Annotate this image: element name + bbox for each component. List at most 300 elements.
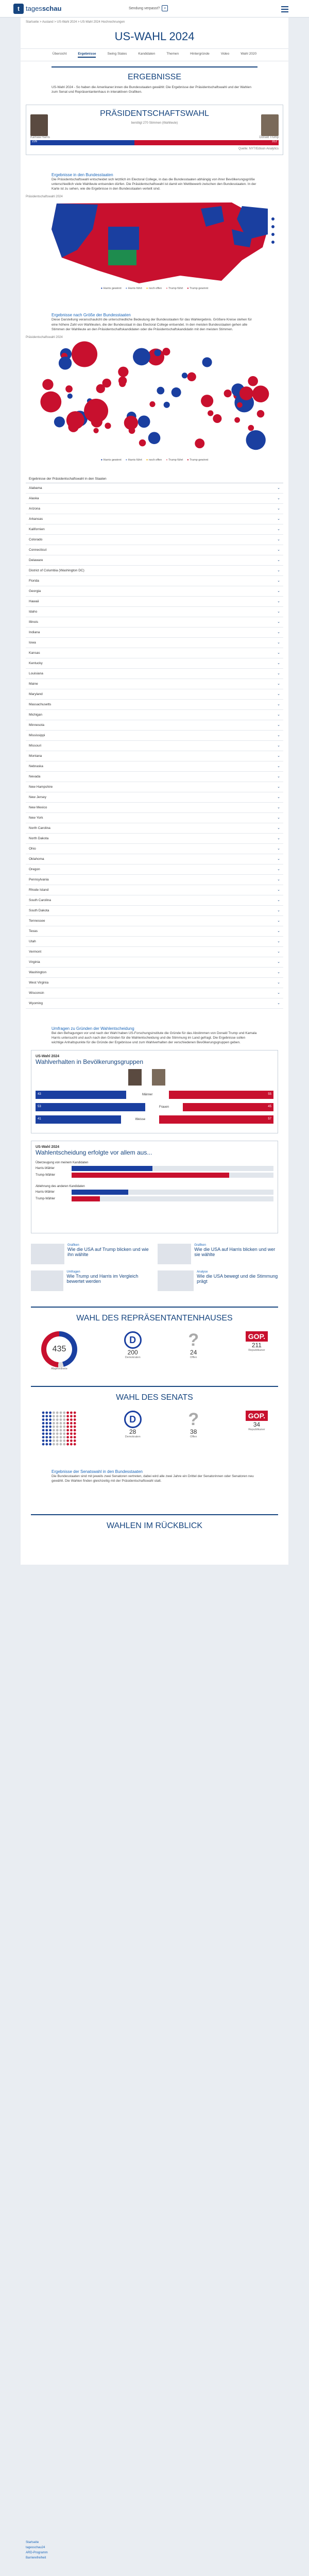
state-name: Alaska (29, 496, 39, 500)
chevron-down-icon: ⌄ (277, 919, 280, 923)
senate-seat (42, 1443, 45, 1446)
senate-seat (70, 1412, 73, 1414)
chevron-down-icon: ⌄ (277, 631, 280, 635)
senate-seat (63, 1443, 65, 1446)
state-row[interactable] (26, 617, 283, 628)
state-name: Hawaii (29, 599, 39, 603)
bubble-heading: Ergebnisse nach Größe der Bundesstaaten (52, 313, 131, 318)
state-name: Missouri (29, 743, 42, 748)
logo[interactable] (13, 4, 61, 14)
state-row[interactable] (26, 998, 283, 1009)
senate-seat (70, 1422, 73, 1425)
state-row[interactable] (26, 483, 283, 494)
senate-seat-chart (41, 1411, 77, 1447)
chevron-down-icon: ⌄ (277, 548, 280, 552)
senate-seat (74, 1443, 76, 1446)
senate-seat (60, 1439, 62, 1442)
senate-seat (63, 1418, 65, 1421)
state-row[interactable] (26, 638, 283, 648)
senate-seat (60, 1429, 62, 1432)
top-bar (0, 0, 309, 18)
state-bubble[interactable] (201, 395, 213, 407)
state-row[interactable] (26, 731, 283, 741)
state-name: Arkansas (29, 517, 43, 521)
state-name: North Carolina (29, 826, 50, 830)
state-bubble[interactable] (59, 357, 72, 369)
chevron-down-icon: ⌄ (277, 692, 280, 697)
state-row[interactable] (26, 597, 283, 607)
state-bubble[interactable] (187, 372, 196, 381)
state-name: New York (29, 816, 43, 820)
president-source: Quelle: NYT/Edison Analytics (238, 147, 279, 151)
legend-item: ● Harris führt (125, 287, 142, 291)
bubble-block (21, 332, 288, 462)
footer-link[interactable]: Startseite (26, 2541, 39, 2544)
state-name: Minnesota (29, 723, 44, 727)
state-name: Utah (29, 939, 36, 943)
senate-seat (45, 1429, 48, 1432)
gop-icon: GOP. (246, 1331, 268, 1342)
senate-note: Ergebnisse der Senatswahl in den Bundesstaaten (52, 1469, 143, 1475)
state-row[interactable] (26, 968, 283, 978)
state-bubble[interactable] (102, 379, 111, 387)
state-row[interactable] (26, 535, 283, 545)
state-row[interactable] (26, 607, 283, 617)
state-bubble[interactable] (237, 402, 243, 408)
tabs (21, 48, 288, 61)
state-name: Nevada (29, 774, 41, 778)
state-row[interactable] (26, 648, 283, 658)
state-row[interactable] (26, 978, 283, 988)
state-name: Maine (29, 682, 38, 686)
us-map[interactable] (26, 198, 283, 286)
senate-seat (45, 1439, 48, 1442)
senate-seat (66, 1439, 69, 1442)
state-bubble[interactable] (72, 341, 97, 367)
state-row[interactable] (26, 494, 283, 504)
state-bubble[interactable] (213, 414, 221, 423)
senate-seat (63, 1426, 65, 1428)
state-row[interactable] (26, 906, 283, 916)
senate-seat (49, 1426, 52, 1428)
map-section (21, 155, 288, 191)
state-row[interactable] (26, 782, 283, 792)
card2-title: Wahlentscheidung erfolgte vor allem aus... (36, 1149, 152, 1157)
state-bubble[interactable] (105, 422, 111, 429)
state-bubble[interactable] (148, 432, 161, 444)
president-subtitle: benötigt 270 Stimmen (Wahlleute) (131, 122, 178, 125)
chevron-down-icon: ⌄ (277, 857, 280, 861)
chevron-down-icon: ⌄ (277, 909, 280, 913)
chevron-down-icon: ⌄ (277, 734, 280, 738)
state-name: Wisconsin (29, 991, 44, 995)
map-text: Die Präsidentschaftswahl entscheidet sich letztlich im Electoral College, in das die Bundesstaaten abhängig von ihrer Bevölkerungsgröße unterschiedlich viele Wahlleute entsenden dürfen. Die Präsidentschaftswahl ist damit ein Wettbewerb zwischen den Bundesstaaten. In der Karte ist zu sehen, wie die Ergebnisse in den Bundesstaaten verteilt sind. (52, 178, 256, 191)
state-row[interactable] (26, 524, 283, 535)
logo-mark: t (13, 4, 24, 14)
chevron-down-icon: ⌄ (277, 723, 280, 727)
legend-item: ● Harris gewinnt (100, 287, 122, 291)
state-row[interactable] (26, 669, 283, 679)
state-bubble[interactable] (54, 416, 65, 427)
chevron-down-icon: ⌄ (277, 806, 280, 810)
chevron-down-icon: ⌄ (277, 538, 280, 542)
search-icon[interactable]: ⌕ (162, 5, 168, 11)
senate-seat (63, 1415, 65, 1417)
teasers (21, 1233, 288, 1291)
chevron-down-icon: ⌄ (277, 579, 280, 583)
senate-seat (66, 1426, 69, 1428)
state-name: Oregon (29, 867, 40, 871)
state-row[interactable] (26, 514, 283, 524)
senate-seat (66, 1429, 69, 1432)
state-row[interactable] (26, 823, 283, 834)
state-row[interactable] (26, 545, 283, 555)
chevron-down-icon: ⌄ (277, 899, 280, 903)
senate-seat (53, 1436, 55, 1438)
card1-kicker: US-Wahl 2024 (36, 1055, 60, 1059)
chevron-down-icon: ⌄ (277, 558, 280, 563)
chevron-down-icon: ⌄ (277, 672, 280, 676)
state-bubble[interactable] (65, 385, 73, 393)
state-row[interactable] (26, 679, 283, 689)
senate-seat (53, 1443, 55, 1446)
state-bubble[interactable] (42, 379, 53, 389)
chevron-down-icon: ⌄ (277, 981, 280, 985)
state-name: Florida (29, 579, 39, 583)
state-bubble[interactable] (246, 430, 266, 450)
footer-link[interactable]: tagesschau24 (26, 2546, 45, 2549)
footer-link[interactable]: ARD-Programm (26, 2551, 48, 2554)
senate-seat (45, 1412, 48, 1414)
senate-seat (56, 1429, 59, 1432)
senate-seat (74, 1415, 76, 1417)
senate-seat (45, 1418, 48, 1421)
card2-b: Ablehnung des anderen Kandidaten (36, 1185, 85, 1189)
state-bubble[interactable] (202, 357, 212, 367)
exit-card-1[interactable] (31, 1050, 278, 1133)
democrats-icon: D (124, 1411, 142, 1428)
state-row[interactable] (26, 854, 283, 865)
chevron-down-icon: ⌄ (277, 744, 280, 748)
states-list (26, 483, 283, 1009)
state-bubble[interactable] (248, 425, 254, 431)
state-row[interactable] (26, 761, 283, 772)
state-row[interactable] (26, 700, 283, 710)
senate-seat (53, 1415, 55, 1417)
state-row[interactable] (26, 576, 283, 586)
legend-item: ● Trump gewinnt (187, 458, 209, 462)
state-bubble[interactable] (164, 401, 170, 408)
teaser[interactable]: Grafiken Wie die USA auf Trump blicken und wie ihn wählte (31, 1244, 151, 1264)
page-title: US-WAHL 2024 (114, 30, 195, 43)
state-row[interactable] (26, 566, 283, 576)
senate-seat (70, 1432, 73, 1435)
chevron-down-icon: ⌄ (277, 651, 280, 655)
senate-seat (63, 1432, 65, 1435)
senate-seat (42, 1439, 45, 1442)
state-name: Massachusetts (29, 702, 52, 706)
harris-name: Kamala Harris (30, 136, 50, 140)
harris-photo (128, 1069, 142, 1086)
state-name: New Hampshire (29, 785, 53, 789)
senate-seat (66, 1412, 69, 1414)
state-bubble[interactable] (208, 410, 213, 416)
state-bubble[interactable] (154, 349, 161, 356)
state-row[interactable] (26, 926, 283, 937)
senate-seat (56, 1418, 59, 1421)
state-bubble[interactable] (129, 427, 135, 434)
senate-seat (49, 1415, 52, 1417)
state-bubble[interactable] (257, 410, 265, 418)
chevron-down-icon: ⌄ (277, 950, 280, 954)
state-row[interactable] (26, 834, 283, 844)
map-heading: Ergebnisse in den Bundesstaaten (52, 173, 113, 178)
chevron-down-icon: ⌄ (277, 991, 280, 995)
state-row[interactable] (26, 988, 283, 998)
state-bubble[interactable] (139, 439, 146, 446)
open-icon: ? (188, 1410, 199, 1430)
state-row[interactable] (26, 586, 283, 597)
state-bubble[interactable] (157, 386, 164, 394)
state-bubble[interactable] (66, 411, 84, 429)
bubble-section (21, 290, 288, 331)
trump-photo (261, 114, 279, 136)
state-row[interactable] (26, 813, 283, 823)
chevron-down-icon: ⌄ (277, 569, 280, 573)
card2-kicker: US-Wahl 2024 (36, 1145, 60, 1149)
senate-seat (63, 1412, 65, 1414)
senate-seat (70, 1436, 73, 1438)
trump-photo (152, 1069, 165, 1086)
search-area[interactable] (129, 5, 168, 11)
state-bubble[interactable] (248, 376, 258, 386)
tab-overview[interactable]: Übersicht (52, 52, 67, 56)
senate-seat (42, 1429, 45, 1432)
teaser[interactable]: Analyse Wie die USA bewegt und die Stimmung prägt (158, 1270, 278, 1291)
senate-seat (56, 1415, 59, 1417)
senate-seat (42, 1432, 45, 1435)
chevron-down-icon: ⌄ (277, 620, 280, 624)
chevron-down-icon: ⌄ (277, 682, 280, 686)
state-name: Nebraska (29, 764, 43, 768)
state-bubble[interactable] (195, 438, 204, 448)
state-name: North Dakota (29, 836, 49, 840)
state-name: Michigan (29, 713, 43, 717)
state-row[interactable] (26, 947, 283, 957)
teaser[interactable]: Grafiken Wie die USA auf Harris blicken und wer sie wählte (158, 1244, 278, 1264)
chevron-down-icon: ⌄ (277, 826, 280, 831)
senate-text: Die Bundesstaaten sind mit jeweils zwei Senatoren vertreten, dabei wird alle zwei Jahre ein Drittel der Senatorinnen oder Senatoren neu gewählt. Die Wahlen finden gleichzeitig mit der Präsidentschaftswahl statt. (52, 1475, 254, 1483)
legend-item: ● Trump führt (166, 287, 183, 291)
bubble-label: Präsidentschaftswahl 2024 (26, 335, 63, 339)
state-name: Tennessee (29, 919, 45, 923)
state-bubble[interactable] (224, 389, 232, 397)
state-row[interactable] (26, 895, 283, 906)
chevron-down-icon: ⌄ (277, 486, 280, 490)
ec-bar (30, 140, 279, 145)
card1-row: 41 Weisse 57 (36, 1114, 273, 1125)
state-bubble[interactable] (252, 385, 269, 402)
state-name: Louisiana (29, 671, 43, 675)
senate-seat (49, 1432, 52, 1435)
state-row[interactable] (26, 720, 283, 731)
senate-seat (66, 1415, 69, 1417)
map-block (21, 191, 288, 290)
state-row[interactable] (26, 555, 283, 566)
state-bubble[interactable] (93, 428, 98, 433)
teaser-image (31, 1270, 63, 1291)
state-row[interactable] (26, 957, 283, 968)
state-row[interactable] (26, 751, 283, 761)
exit-cards (21, 1045, 288, 1233)
teaser-image (158, 1270, 194, 1291)
state-name: Arizona (29, 506, 41, 511)
state-name: Iowa (29, 640, 36, 645)
senate-seat (45, 1436, 48, 1438)
chevron-down-icon: ⌄ (277, 929, 280, 934)
state-name: Georgia (29, 589, 41, 593)
tab-2020[interactable]: Wahl 2020 (241, 52, 257, 56)
state-name: Wyoming (29, 1001, 43, 1005)
tab-background[interactable]: Hintergründe (190, 52, 210, 56)
teaser-image (31, 1244, 64, 1264)
senate-seat (66, 1436, 69, 1438)
card1-title: Wahlverhalten in Bevölkerungsgruppen (36, 1058, 144, 1066)
senate-seat (42, 1436, 45, 1438)
senate-seat (60, 1422, 62, 1425)
results-text: US-Wahl 2024 - So haben die Amerikaner:innen die Bundesstaaten gewählt: Die Ergebnisse der Präsidentschaftswahl und der Wahlen zum Senat und Repräsentantenhaus in interaktiven Grafiken. (52, 86, 251, 94)
senate-seat (74, 1439, 76, 1442)
senate-seat (66, 1418, 69, 1421)
chevron-down-icon: ⌄ (277, 795, 280, 800)
state-name: South Dakota (29, 908, 49, 912)
state-bubble[interactable] (149, 401, 155, 407)
menu-icon[interactable] (281, 6, 288, 14)
legend-item: ● Harris führt (125, 458, 142, 462)
card2-a: Überzeugung von meinem Kandidaten (36, 1161, 89, 1165)
footer (21, 2535, 288, 2566)
bubble-chart[interactable] (26, 339, 283, 457)
tab-video[interactable]: Video (220, 52, 230, 56)
state-row[interactable] (26, 803, 283, 813)
senate-seat (49, 1422, 52, 1425)
state-bubble[interactable] (118, 366, 128, 377)
senate-seat (49, 1436, 52, 1438)
house-title: WAHL DES REPRÄSENTANTENHAUSES (31, 1307, 278, 1326)
senate-seat (74, 1422, 76, 1425)
state-name: Pennsylvania (29, 877, 49, 882)
chevron-down-icon: ⌄ (277, 662, 280, 666)
state-row[interactable] (26, 658, 283, 669)
tab-swing[interactable]: Swing States (107, 52, 127, 56)
footer-link[interactable]: Barrierefreiheit (26, 2556, 46, 2560)
senate-seat (45, 1426, 48, 1428)
senate-seat (74, 1412, 76, 1414)
state-bubble[interactable] (133, 348, 150, 365)
state-bubble[interactable] (84, 399, 108, 423)
senate-seat (53, 1426, 55, 1428)
senate-seat (53, 1412, 55, 1414)
chevron-down-icon: ⌄ (277, 517, 280, 521)
teaser[interactable]: Umfragen Wie Trump und Harris im Vergleich bewertet werden (31, 1270, 151, 1291)
search-label: Sendung verpasst? (129, 6, 160, 10)
state-bubble[interactable] (67, 393, 73, 398)
senate-seat (60, 1426, 62, 1428)
state-row[interactable] (26, 710, 283, 720)
exit-card-2[interactable]: US-Wahl 2024 Wahlentscheidung erfolgte vor allem aus... Überzeugung von meinem Kandidaten Harris-Wähler Trump-Wähler Ablehnung des anderen Kandidaten Harris-Wähler Trump-Wähler (31, 1141, 278, 1233)
president-box (26, 105, 283, 155)
senate-seat (74, 1429, 76, 1432)
chevron-down-icon: ⌄ (277, 785, 280, 789)
state-row[interactable] (26, 504, 283, 514)
senate-seat (56, 1422, 59, 1425)
open-icon: ? (188, 1330, 199, 1350)
chevron-down-icon: ⌄ (277, 589, 280, 594)
tab-results[interactable]: Ergebnisse (78, 52, 96, 58)
state-bubble[interactable] (40, 391, 61, 412)
senate-seat (42, 1422, 45, 1425)
state-row[interactable] (26, 937, 283, 947)
review-section (21, 1483, 288, 1565)
state-name: New Mexico (29, 805, 47, 809)
tab-topics[interactable]: Themen (166, 52, 179, 56)
gop-icon: GOP. (246, 1411, 268, 1421)
senate-title: WAHL DES SENATS (31, 1386, 278, 1405)
senate-seat (56, 1426, 59, 1428)
state-row[interactable] (26, 865, 283, 875)
trump-name: Donald Trump (259, 136, 279, 140)
states-block (21, 462, 288, 1009)
senate-seat (70, 1439, 73, 1442)
state-row[interactable] (26, 885, 283, 895)
state-bubble[interactable] (138, 415, 150, 428)
state-bubble[interactable] (234, 417, 240, 422)
harris-bar: 226 (30, 140, 134, 145)
legend-item: ● noch offen (146, 287, 162, 291)
tab-candidates[interactable]: Kandidaten (138, 52, 156, 56)
senate-seat (53, 1432, 55, 1435)
chevron-down-icon: ⌄ (277, 837, 280, 841)
state-bubble[interactable] (79, 346, 85, 352)
state-bubble[interactable] (171, 387, 181, 397)
state-row[interactable] (26, 772, 283, 782)
state-name: Idaho (29, 609, 38, 614)
chevron-down-icon: ⌄ (277, 528, 280, 532)
state-bubble[interactable] (239, 386, 253, 400)
state-row[interactable] (26, 628, 283, 638)
state-bubble[interactable] (118, 377, 127, 385)
senate-seat (53, 1439, 55, 1442)
state-row[interactable] (26, 844, 283, 854)
senate-seat (74, 1436, 76, 1438)
state-row[interactable] (26, 875, 283, 885)
senate-seat (49, 1443, 52, 1446)
chevron-down-icon: ⌄ (277, 641, 280, 645)
state-row[interactable] (26, 916, 283, 926)
state-name: Ohio (29, 846, 36, 851)
state-name: Rhode Island (29, 888, 49, 892)
exit-heading: Umfragen zu Gründen der Wahlentscheidung (52, 1026, 134, 1031)
state-row[interactable] (26, 689, 283, 700)
democrats-icon: D (124, 1331, 142, 1349)
chevron-down-icon: ⌄ (277, 868, 280, 872)
state-row[interactable] (26, 741, 283, 751)
senate-seat (42, 1426, 45, 1428)
state-row[interactable] (26, 792, 283, 803)
state-bubble[interactable] (182, 372, 187, 378)
senate-seat (70, 1418, 73, 1421)
state-bubble[interactable] (162, 348, 170, 355)
